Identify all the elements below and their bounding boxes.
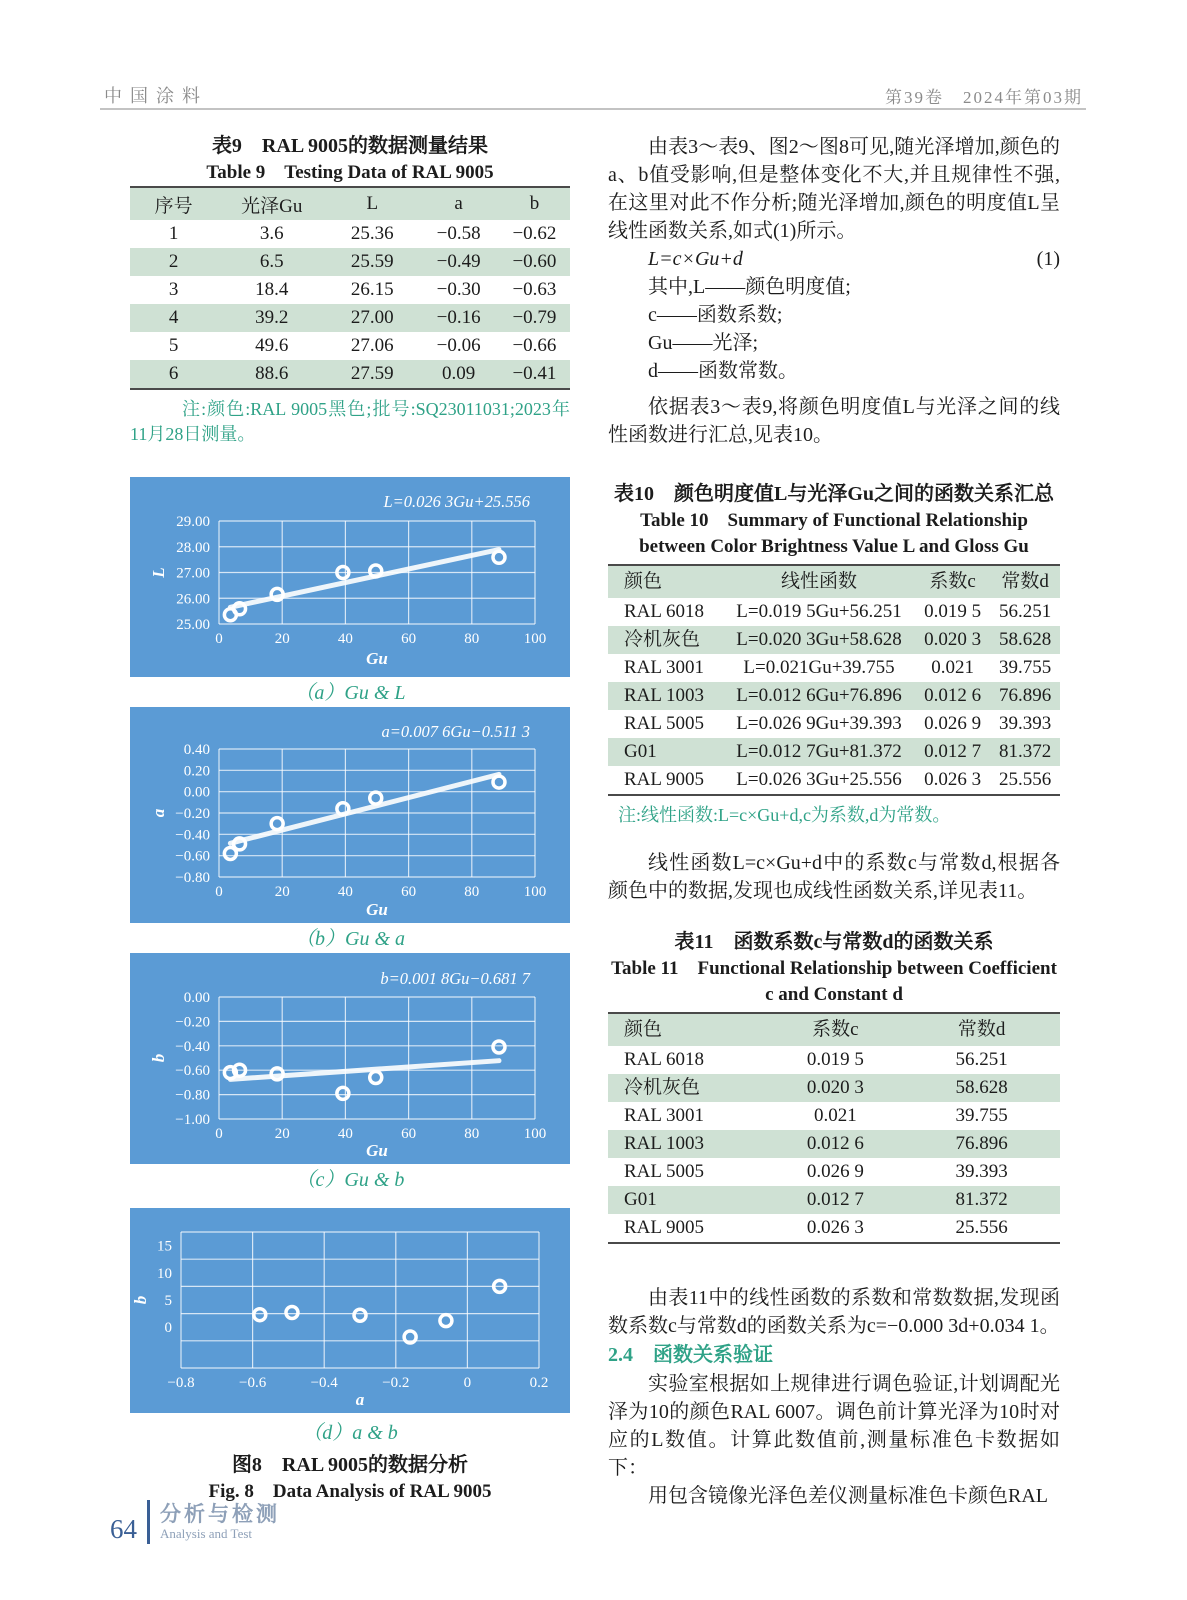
table-cell: RAL 9005 <box>624 769 705 790</box>
svg-text:−0.80: −0.80 <box>175 1087 210 1104</box>
table-cell: 0.012 7 <box>924 741 982 762</box>
column-header: 常数d <box>990 565 1060 598</box>
table-cell: RAL 1003 <box>624 685 705 706</box>
table-cell: L=0.019 5Gu+56.251 <box>736 601 902 622</box>
svg-text:0: 0 <box>215 884 223 900</box>
column-header: 颜色 <box>608 1013 768 1046</box>
table11-title-cn: 表11 函数系数c与常数d的函数关系 <box>674 931 994 953</box>
table-cell: L=0.012 6Gu+76.896 <box>736 685 902 706</box>
table-cell: 39.393 <box>955 1161 1008 1182</box>
table-cell: 25.556 <box>955 1217 1008 1238</box>
table-cell: L=0.026 9Gu+39.393 <box>736 713 902 734</box>
table-cell: 冷机灰色 <box>624 1077 701 1098</box>
chart-a-b-panel <box>130 1208 570 1413</box>
table-cell: 49.6 <box>255 335 289 356</box>
svg-text:60: 60 <box>401 1126 417 1142</box>
svg-text:b: b <box>149 1053 168 1063</box>
svg-text:−0.40: −0.40 <box>175 827 210 844</box>
table-cell: L=0.021Gu+39.755 <box>743 657 895 678</box>
chart-a-b-caption: （d）a & b <box>302 1422 398 1444</box>
svg-text:−1.00: −1.00 <box>175 1112 210 1128</box>
equation-1: L=c×Gu+d <box>648 248 743 270</box>
svg-text:Gu: Gu <box>366 1141 388 1159</box>
table-cell: 冷机灰色 <box>624 629 701 650</box>
table-cell: −0.63 <box>512 279 557 300</box>
table-cell: 3.6 <box>259 223 284 244</box>
column-header: 系数c <box>915 565 990 598</box>
svg-text:100: 100 <box>523 1126 547 1142</box>
svg-text:−0.2: −0.2 <box>382 1375 410 1391</box>
definition-line: c——函数系数; <box>648 304 783 326</box>
table-row <box>608 1046 1060 1074</box>
table-cell: G01 <box>624 741 657 762</box>
table-row <box>130 332 570 360</box>
svg-text:0.40: 0.40 <box>183 742 210 758</box>
svg-text:20: 20 <box>274 884 290 900</box>
footer-section-en: Analysis and Test <box>160 1526 253 1541</box>
table-cell: −0.58 <box>436 223 481 244</box>
table-cell: 0.026 3 <box>924 769 982 790</box>
table-cell: L=0.012 7Gu+81.372 <box>736 741 902 762</box>
table-cell: −0.41 <box>512 363 557 384</box>
svg-text:40: 40 <box>337 1126 353 1142</box>
svg-text:0.00: 0.00 <box>183 784 210 801</box>
table-cell: G01 <box>624 1189 657 1210</box>
table-cell: 58.628 <box>955 1077 1008 1098</box>
chart-gu-b-caption: （c）Gu & b <box>295 1169 405 1191</box>
table-cell: 0.026 9 <box>806 1161 864 1182</box>
figure8-caption-en: Fig. 8 Data Analysis of RAL 9005 <box>208 1481 492 1502</box>
journal-name: 中国涂料 <box>104 86 208 106</box>
page-footer <box>110 1500 280 1544</box>
column-header: 线性函数 <box>723 565 915 598</box>
column-header: b <box>499 187 570 220</box>
table-cell: 0.012 6 <box>924 685 982 706</box>
table-cell: 27.00 <box>350 307 394 328</box>
svg-text:a=0.007 6Gu−0.511 3: a=0.007 6Gu−0.511 3 <box>381 722 530 741</box>
table-row <box>130 248 570 276</box>
svg-text:28.00: 28.00 <box>176 539 210 556</box>
svg-text:0: 0 <box>164 1320 172 1337</box>
svg-text:−0.60: −0.60 <box>175 848 210 865</box>
svg-text:15: 15 <box>157 1238 172 1255</box>
header-rule <box>100 108 1086 110</box>
figure8-caption-cn: 图8 RAL 9005的数据分析 <box>231 1454 469 1476</box>
table-cell: −0.62 <box>512 223 557 244</box>
paragraph-4: 由表11中的线性函数的系数和常数数据,发现函数系数c与常数d的函数关系为c=−0.000 3d+0.034 1。 <box>608 1287 1060 1337</box>
svg-text:0: 0 <box>215 631 223 647</box>
paragraph-2: 依据表3～表9,将颜色明度值L与光泽之间的线性函数进行汇总,见表10。 <box>608 396 1060 446</box>
table-row <box>608 766 1060 795</box>
table-cell: 76.896 <box>955 1133 1008 1154</box>
table9-note: 注:颜色:RAL 9005黑色;批号:SQ23011031;2023年11月28日测量。 <box>130 399 570 444</box>
table-cell: 39.393 <box>998 713 1052 734</box>
table-cell: 0.020 3 <box>924 629 982 650</box>
svg-text:60: 60 <box>401 884 417 900</box>
table10-header-row <box>608 565 1060 598</box>
svg-text:40: 40 <box>337 884 353 900</box>
definition-line: d——函数常数。 <box>648 360 798 382</box>
table-cell: −0.49 <box>436 251 481 272</box>
chart-a-b <box>130 1208 570 1408</box>
table-cell: 39.755 <box>955 1105 1008 1126</box>
column-header: a <box>418 187 499 220</box>
svg-text:−0.6: −0.6 <box>238 1375 267 1391</box>
definition-line: Gu——光泽; <box>648 332 758 354</box>
svg-text:0.2: 0.2 <box>529 1375 549 1391</box>
table-cell: 88.6 <box>255 363 289 384</box>
svg-text:60: 60 <box>401 631 417 647</box>
table-row <box>130 304 570 332</box>
table-cell: 27.59 <box>350 363 394 384</box>
svg-text:27.00: 27.00 <box>176 565 210 582</box>
svg-text:0.20: 0.20 <box>183 763 210 780</box>
svg-text:26.00: 26.00 <box>176 591 210 608</box>
svg-text:20: 20 <box>274 1126 290 1142</box>
chart-gu-b <box>130 953 570 1159</box>
svg-text:L: L <box>149 567 168 578</box>
table-cell: −0.16 <box>436 307 481 328</box>
table-cell: RAL 3001 <box>624 657 705 678</box>
svg-text:0: 0 <box>463 1375 472 1391</box>
table9 <box>130 186 570 390</box>
svg-text:b: b <box>131 1295 150 1305</box>
table-cell: RAL 6018 <box>624 601 705 622</box>
table-cell: 0.019 5 <box>806 1049 864 1070</box>
column-header: 常数d <box>903 1013 1060 1046</box>
chart-gu-a <box>130 707 570 918</box>
svg-text:10: 10 <box>157 1265 172 1282</box>
paragraph-1: 由表3～表9、图2～图8可见,随光泽增加,颜色的a、b值受影响,但是整体变化不大,并且规律性不强,在这里对此不作分析;随光泽增加,颜色的明度值L呈线性函数关系,如式(1)所示。 <box>608 136 1060 242</box>
section-number: 2.4 <box>608 1344 633 1366</box>
svg-text:−0.80: −0.80 <box>175 870 210 886</box>
svg-text:b=0.001 8Gu−0.681 7: b=0.001 8Gu−0.681 7 <box>380 969 530 988</box>
table-cell: 0.012 7 <box>806 1189 864 1210</box>
table-row <box>608 738 1060 766</box>
column-header: 颜色 <box>608 565 723 598</box>
svg-text:20: 20 <box>274 631 290 647</box>
table-row <box>608 1214 1060 1243</box>
table-cell: 18.4 <box>255 279 289 300</box>
table-cell: 26.15 <box>350 279 394 300</box>
column-header: L <box>326 187 418 220</box>
issue-info: 第39卷 2024年第03期 <box>885 88 1083 107</box>
left-column <box>130 133 570 1505</box>
equation-1-number: (1) <box>1036 248 1060 270</box>
svg-text:−0.20: −0.20 <box>175 1014 210 1031</box>
table-cell: 39.2 <box>255 307 289 328</box>
table-cell: 81.372 <box>955 1189 1008 1210</box>
table-cell: L=0.026 3Gu+25.556 <box>736 769 902 790</box>
table-cell: −0.79 <box>512 307 557 328</box>
table-cell: 1 <box>168 223 179 244</box>
table-cell: RAL 6018 <box>624 1049 705 1070</box>
chart-gu-a-caption: （b）Gu & a <box>295 928 405 950</box>
svg-text:Gu: Gu <box>366 900 388 918</box>
table-row <box>608 682 1060 710</box>
svg-text:−0.4: −0.4 <box>310 1375 338 1391</box>
column-header: 系数c <box>768 1013 904 1046</box>
paragraph-3: 线性函数L=c×Gu+d中的系数c与常数d,根据各颜色中的数据,发现也成线性函数关系,详见表11。 <box>608 852 1060 902</box>
table-cell: −0.60 <box>512 251 557 272</box>
table-row <box>608 1074 1060 1102</box>
table-cell: 56.251 <box>998 601 1052 622</box>
symbol-definitions <box>608 273 1060 385</box>
table-cell: 6 <box>168 363 179 384</box>
svg-text:100: 100 <box>523 631 547 647</box>
table-cell: 56.251 <box>955 1049 1008 1070</box>
table-cell: 0.026 3 <box>806 1217 864 1238</box>
table-row <box>608 654 1060 682</box>
svg-text:0: 0 <box>215 1126 223 1142</box>
table-cell: 3 <box>168 279 179 300</box>
table-cell: RAL 9005 <box>624 1217 705 1238</box>
svg-text:29.00: 29.00 <box>176 514 210 530</box>
table-row <box>608 626 1060 654</box>
table10-title-cn: 表10 颜色明度值L与光泽Gu之间的函数关系汇总 <box>613 483 1055 505</box>
chart-gu-l-caption: （a）Gu & L <box>294 682 406 704</box>
equation-1-row <box>608 245 1060 273</box>
table-cell: 0.09 <box>441 363 476 384</box>
table10-note: 注:线性函数:L=c×Gu+d,c为系数,d为常数。 <box>618 805 951 825</box>
table-cell: RAL 5005 <box>624 713 705 734</box>
table-cell: 39.755 <box>998 657 1052 678</box>
svg-text:40: 40 <box>337 631 353 647</box>
table9-title-cn: 表9 RAL 9005的数据测量结果 <box>211 135 489 157</box>
table11-header-row <box>608 1013 1060 1046</box>
table-cell: 2 <box>168 251 179 272</box>
chart-gu-l-panel <box>130 477 570 677</box>
table-row <box>608 1186 1060 1214</box>
table10 <box>608 564 1060 796</box>
table-cell: 0.026 9 <box>924 713 982 734</box>
table-cell: 6.5 <box>259 251 284 272</box>
paragraph-5: 实验室根据如上规律进行调色验证,计划调配光泽为10的颜色RAL 6007。调色前计算光泽为10时对应的L数值。计算此数值前,测量标准色卡数据如下： <box>608 1373 1060 1479</box>
table-cell: −0.30 <box>436 279 481 300</box>
table-cell: 81.372 <box>998 741 1052 762</box>
table11-title-en: Table 11 Functional Relationship between Coefficient c and Constant d <box>611 958 1057 1005</box>
table-cell: 0.021 <box>931 657 974 678</box>
table9-title-en: Table 9 Testing Data of RAL 9005 <box>206 162 494 183</box>
chart-gu-l <box>130 477 570 672</box>
right-column <box>608 133 1060 1510</box>
table-cell: 4 <box>168 307 179 328</box>
svg-text:−0.20: −0.20 <box>175 806 210 822</box>
table-row <box>608 1130 1060 1158</box>
table-row <box>608 598 1060 626</box>
svg-text:25.00: 25.00 <box>176 617 210 633</box>
page-number: 64 <box>110 1514 137 1544</box>
svg-text:5: 5 <box>164 1293 172 1309</box>
table-cell: RAL 3001 <box>624 1105 705 1126</box>
column-header: 序号 <box>130 187 217 220</box>
table11 <box>608 1012 1060 1244</box>
table-row <box>130 360 570 389</box>
table10-title-en: Table 10 Summary of Functional Relationship between Color Brightness Value L and Gloss Gu <box>639 510 1029 557</box>
table-cell: 25.59 <box>350 251 394 272</box>
table-cell: 0.020 3 <box>806 1077 864 1098</box>
table-cell: L=0.020 3Gu+58.628 <box>736 629 902 650</box>
svg-text:a: a <box>355 1390 365 1408</box>
svg-text:−0.8: −0.8 <box>167 1375 195 1391</box>
footer-divider <box>147 1500 150 1544</box>
column-header: 光泽Gu <box>217 187 326 220</box>
table-row <box>608 1102 1060 1130</box>
table-cell: 0.021 <box>814 1105 857 1126</box>
svg-text:80: 80 <box>464 884 480 900</box>
table-cell: 0.012 6 <box>806 1133 864 1154</box>
table-row <box>608 1158 1060 1186</box>
definition-line: 其中,L——颜色明度值; <box>648 276 851 298</box>
paragraph-6: 用包含镜像光泽色差仪测量标准色卡颜色RAL <box>648 1485 1048 1507</box>
svg-text:L=0.026 3Gu+25.556: L=0.026 3Gu+25.556 <box>383 492 530 511</box>
chart-gu-b-panel <box>130 953 570 1164</box>
table9-header-row <box>130 187 570 220</box>
svg-text:−0.40: −0.40 <box>175 1038 210 1055</box>
table-cell: RAL 5005 <box>624 1161 705 1182</box>
table-cell: RAL 1003 <box>624 1133 705 1154</box>
section-title: 函数关系验证 <box>653 1344 773 1366</box>
svg-text:−0.60: −0.60 <box>175 1063 210 1080</box>
chart-gu-a-panel <box>130 707 570 923</box>
table-row <box>130 220 570 248</box>
table-cell: 27.06 <box>350 335 394 356</box>
table-cell: 25.556 <box>998 769 1052 790</box>
section-2-4-heading <box>608 1340 1060 1370</box>
table-row <box>608 710 1060 738</box>
svg-text:Gu: Gu <box>366 649 388 668</box>
table-cell: 76.896 <box>998 685 1052 706</box>
table-cell: 58.628 <box>998 629 1052 650</box>
table-cell: 0.019 5 <box>924 601 982 622</box>
svg-text:0.00: 0.00 <box>183 990 210 1006</box>
table-cell: −0.06 <box>436 335 481 356</box>
table-row <box>130 276 570 304</box>
footer-section-cn: 分析与检测 <box>160 1502 280 1526</box>
table-cell: 5 <box>168 335 179 356</box>
table-cell: −0.66 <box>512 335 557 356</box>
svg-text:a: a <box>149 808 168 818</box>
svg-text:80: 80 <box>464 631 480 647</box>
table-cell: 25.36 <box>350 223 394 244</box>
svg-text:100: 100 <box>523 884 547 900</box>
svg-text:80: 80 <box>464 1126 480 1142</box>
